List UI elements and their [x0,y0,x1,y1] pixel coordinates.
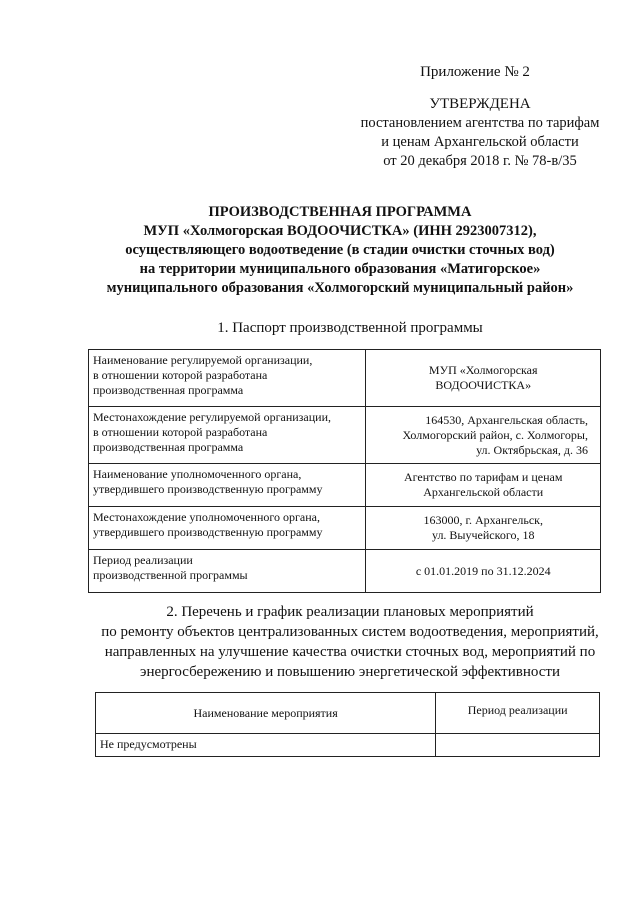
passport-label-line: в отношении которой разработана [93,425,268,439]
activity-name-cell: Не предусмотрены [96,734,436,757]
table-row [96,734,600,757]
passport-value-line: ВОДООЧИСТКА» [435,378,532,392]
header-period: Период реализации [436,693,600,734]
passport-value-line: Архангельской области [423,485,544,499]
title-line: МУП «Холмогорская ВОДООЧИСТКА» (ИНН 2923007312), [143,223,537,239]
title-line: муниципального образования «Холмогорский муниципальный район» [106,280,574,296]
passport-value-line: 163000, г. Архангельск, [423,513,543,527]
section2-line: энергосбережению и повышению энергетической эффективности [140,664,560,680]
header-activity-name: Наименование мероприятия [96,693,436,734]
passport-label-line: утвердившего производственную программу [93,525,323,539]
table-header-row [96,693,600,734]
passport-label-line: утвердившего производственную программу [93,482,323,496]
passport-label-line: Период реализации [93,553,193,567]
passport-value-cell [366,350,601,407]
appendix-label: Приложение № 2 [420,64,530,80]
passport-label-line: Наименование регулируемой организации, [93,353,313,367]
passport-label-cell [89,550,366,593]
title-line: ПРОИЗВОДСТВЕННАЯ ПРОГРАММА [208,204,472,220]
passport-value-cell [366,507,601,550]
passport-table [88,349,601,593]
passport-label-line: Местонахождение уполномоченного органа, [93,510,320,524]
passport-value-cell [366,407,601,464]
passport-label-line: производственная программа [93,440,244,454]
passport-value-line: ул. Октябрьская, д. 36 [476,442,588,457]
passport-value-cell [366,464,601,507]
passport-row [89,350,601,407]
passport-label-cell [89,507,366,550]
approval-block [330,95,630,171]
approval-line: от 20 декабря 2018 г. № 78-в/35 [383,153,577,169]
passport-value-line: 164530, Архангельская область, [425,412,588,427]
document-title [40,203,640,298]
approval-line: постановлением агентства по тарифам [360,115,600,131]
activity-period-cell [436,734,600,757]
approval-line: и ценам Архангельской области [381,134,579,150]
passport-row [89,464,601,507]
passport-value-line: с 01.01.2019 по 31.12.2024 [415,563,551,578]
passport-label-line: производственная программа [93,383,244,397]
passport-row [89,550,601,593]
passport-label-cell [89,464,366,507]
passport-label-line: в отношении которой разработана [93,368,268,382]
passport-label-line: Местонахождение регулируемой организации, [93,410,332,424]
passport-label-line: производственной программы [93,568,248,582]
passport-row [89,407,601,464]
section2-line: 2. Перечень и график реализации плановых мероприятий [166,604,534,620]
section2-title [60,602,640,682]
approval-title: УТВЕРЖДЕНА [429,96,531,112]
section1-title: 1. Паспорт производственной программы [217,320,483,336]
title-line: осуществляющего водоотведение (в стадии очистки сточных вод) [125,242,555,258]
section2-line: направленных на улучшение качества очистки сточных вод, мероприятий по [104,644,596,660]
passport-label-line: Наименование уполномоченного органа, [93,467,302,481]
activities-table [95,692,600,757]
passport-value-line: МУП «Холмогорская [428,363,538,377]
passport-label-cell [89,407,366,464]
passport-value-line: Агентство по тарифам и ценам [403,470,563,484]
title-line: на территории муниципального образования «Матигорское» [139,261,541,277]
passport-label-cell [89,350,366,407]
passport-value-line: ул. Выучейского, 18 [431,528,535,542]
passport-row [89,507,601,550]
section2-line: по ремонту объектов централизованных систем водоотведения, мероприятий, [101,624,599,640]
passport-value-cell [366,550,601,593]
passport-value-line: Холмогорский район, с. Холмогоры, [402,427,588,442]
